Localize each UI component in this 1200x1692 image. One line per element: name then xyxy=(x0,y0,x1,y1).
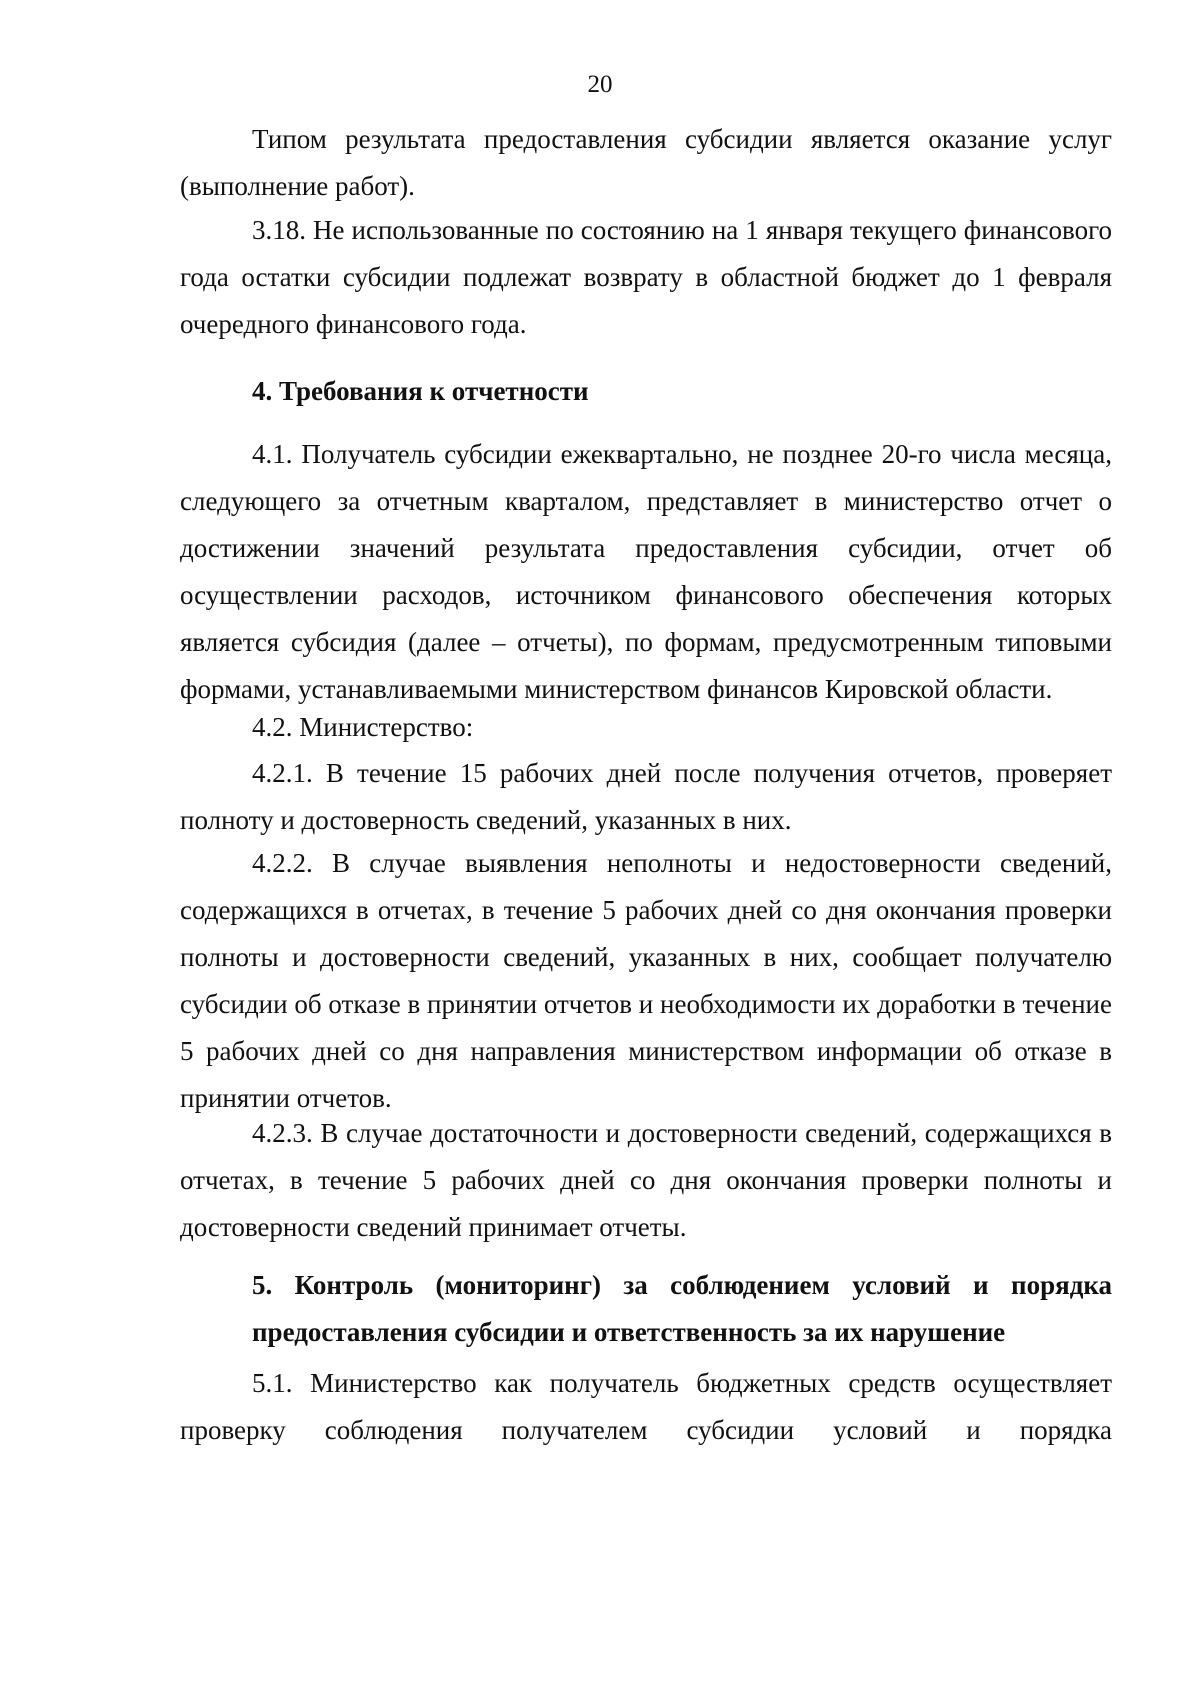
paragraph-4-2: 4.2. Министерство: xyxy=(252,712,474,742)
paragraph-4-2-1: 4.2.1. В течение 15 рабочих дней после получения отчетов, проверяет полноту и достоверность сведений, указанных в них. xyxy=(180,758,1112,835)
page-number: 20 xyxy=(587,71,613,98)
paragraph-3-18: 3.18. Не использованные по состоянию на 1 января текущего финансового года остатки субсидии подлежат возврату в областной бюджет до 1 февраля очередного финансового года. xyxy=(180,215,1112,339)
section-5-heading: 5. Контроль (мониторинг) за соблюдением условий и порядка предоставления субсидии и ответственность за их нарушение xyxy=(252,1270,1112,1347)
paragraph-4-2-2: 4.2.2. В случае выявления неполноты и недостоверности сведений, содержащихся в отчетах, в течение 5 рабочих дней со дня окончания проверки полноты и достоверности сведений, указанных в них, сообщает получателю субсидии об отказе в принятии отчетов и необходимости их доработки в течение 5 рабочих дней со дня направления министерством информации об отказе в принятии отчетов. xyxy=(180,848,1112,1113)
paragraph-4-2-3: 4.2.3. В случае достаточности и достоверности сведений, содержащихся в отчетах, в течение 5 рабочих дней со дня окончания проверки полноты и достоверности сведений принимает отчеты. xyxy=(180,1118,1112,1242)
paragraph-result-type: Типом результата предоставления субсидии является оказание услуг (выполнение работ). xyxy=(180,124,1112,201)
paragraph-4-1: 4.1. Получатель субсидии ежеквартально, не позднее 20-го числа месяца, следующего за отчетным кварталом, представляет в министерство отчет о достижении значений результата предоставления субсидии, отчет об осуществлении расходов, источником финансового обеспечения которых является субсидия (далее – отчеты), по формам, предусмотренным типовыми формами, устанавливаемыми министерством финансов Кировской области. xyxy=(180,439,1112,704)
section-4-heading: 4. Требования к отчетности xyxy=(252,376,589,406)
paragraph-5-1: 5.1. Министерство как получатель бюджетных средств осуществляет проверку соблюдения получателем субсидии условий и порядка xyxy=(180,1368,1112,1445)
